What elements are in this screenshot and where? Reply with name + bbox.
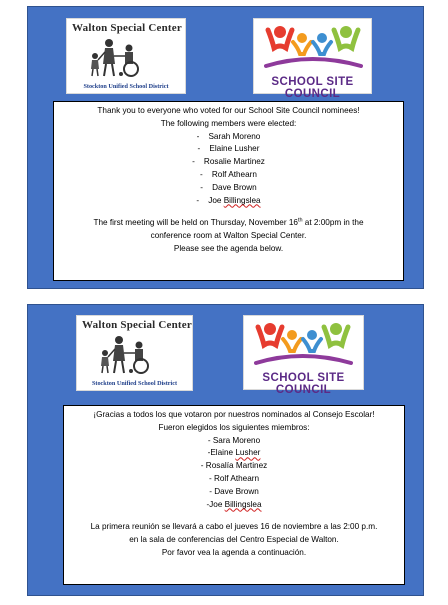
member-list-item: - Rolf Athearn bbox=[200, 169, 257, 179]
spellcheck-word: Lusher bbox=[235, 448, 261, 458]
walton-family-icon bbox=[87, 36, 167, 78]
walton-logo-district: Stockton Unified School District bbox=[91, 380, 178, 387]
english-announcement bbox=[53, 101, 404, 281]
ssc-logo bbox=[243, 315, 364, 396]
ssc-people-icon bbox=[262, 22, 365, 70]
walton-logo-district: Stockton Unified School District bbox=[83, 83, 169, 90]
member-list-item: - Rosalía Martinez bbox=[200, 461, 268, 471]
spanish-meeting-line-2: en la sala de conferencias del Centro Especial de Walton. bbox=[129, 535, 339, 545]
spanish-intro-thanks: ¡Gracias a todos los que votaron por nuestros nominados al Consejo Escolar! bbox=[93, 410, 375, 419]
spanish-meeting-line-3: Por favor vea la agenda a continuación. bbox=[161, 547, 307, 557]
member-list-item: - Elaine Lusher bbox=[197, 144, 260, 154]
spanish-announcement bbox=[63, 405, 405, 585]
member-list-item: - Joe Billingslea bbox=[196, 195, 261, 205]
member-list-item: - Sara Moreno bbox=[207, 435, 261, 445]
walton-logo-title: Walton Special Center bbox=[82, 319, 192, 331]
member-list-item: -Elaine Lusher bbox=[207, 448, 261, 458]
ssc-people-icon bbox=[252, 319, 355, 367]
english-intro-elected: The following members were elected: bbox=[160, 118, 297, 128]
walton-logo-title: Walton Special Center bbox=[72, 22, 182, 34]
english-meeting-line-1: The first meeting will be held on Thursday, November 16th at 2:00pm in the bbox=[93, 217, 364, 228]
english-meeting-line-2: conference room at Walton Special Center. bbox=[150, 231, 307, 241]
member-list-item: - Rolf Athearn bbox=[208, 473, 260, 483]
walton-family-icon bbox=[97, 333, 177, 375]
member-list-item: - Dave Brown bbox=[209, 486, 259, 496]
member-list-item: - Sarah Moreno bbox=[196, 131, 261, 141]
spanish-flyer bbox=[27, 304, 424, 596]
spanish-meeting-line-1: La primera reunión se llevará a cabo el jueves 16 de noviembre a las 2:00 p.m. bbox=[90, 522, 378, 532]
member-list-item: -Joe Billingslea bbox=[206, 499, 262, 509]
spellcheck-word: Billingslea bbox=[223, 195, 261, 205]
member-list-item: - Rosalie Martinez bbox=[192, 157, 265, 167]
spanish-intro-elected: Fueron elegidos los siguientes miembros: bbox=[158, 422, 310, 432]
ssc-logo-label: SCHOOL SITE COUNCIL bbox=[271, 76, 354, 100]
spellcheck-word: Billingslea bbox=[224, 499, 262, 509]
english-flyer bbox=[27, 6, 424, 289]
walton-logo bbox=[66, 18, 186, 94]
member-list-item: - Dave Brown bbox=[200, 182, 257, 192]
english-meeting-line-3: Please see the agenda below. bbox=[173, 243, 284, 253]
walton-logo bbox=[76, 315, 193, 391]
ssc-logo-label: SCHOOL SITE COUNCIL bbox=[262, 372, 345, 396]
ssc-logo bbox=[253, 18, 372, 100]
english-intro-thanks: Thank you to everyone who voted for our School Site Council nominees! bbox=[97, 106, 360, 115]
